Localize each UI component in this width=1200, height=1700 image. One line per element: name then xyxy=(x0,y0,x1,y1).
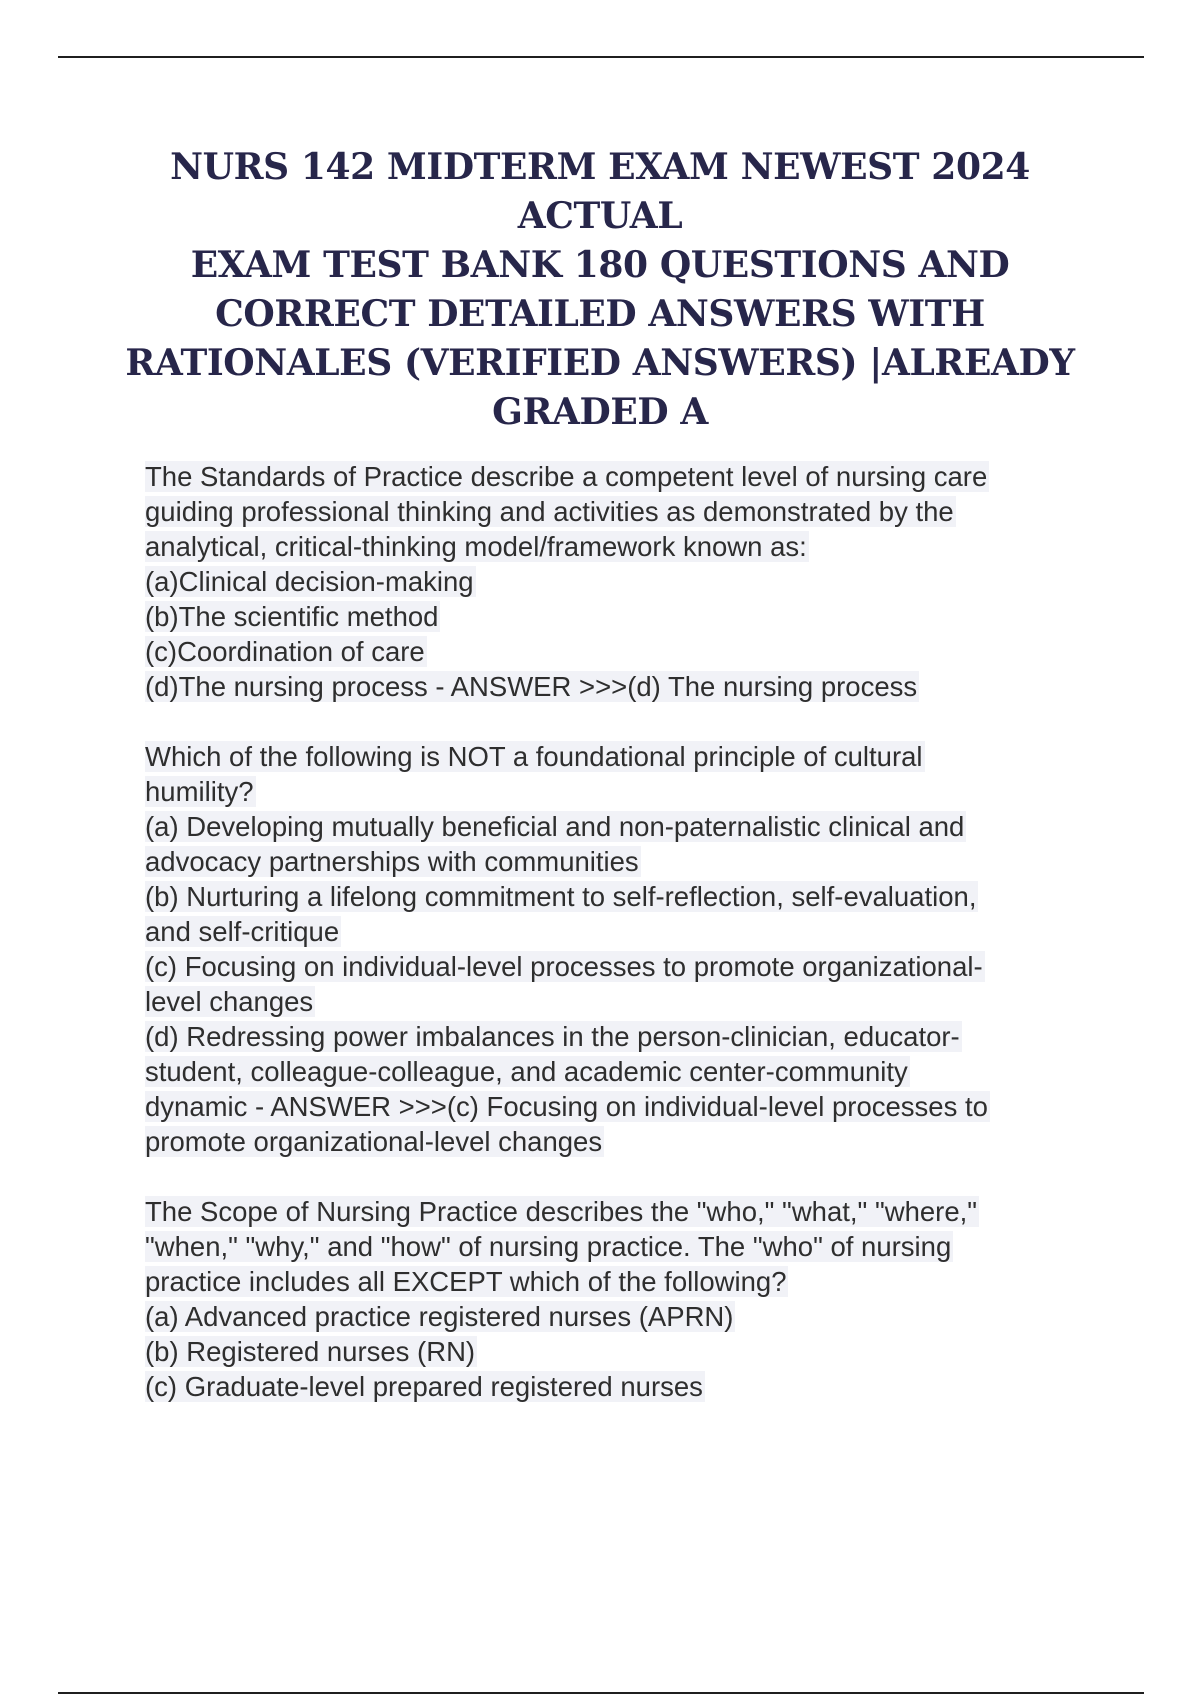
question-text-line: "when," "why," and "how" of nursing practice. The "who" of nursing xyxy=(145,1231,952,1262)
answer-option: (a) Advanced practice registered nurses (APRN) xyxy=(145,1301,734,1332)
title-line: RATIONALES (VERIFIED ANSWERS) |ALREADY xyxy=(125,342,1075,384)
answer-option-with-key: promote organizational-level changes xyxy=(145,1126,603,1157)
answer-option: level changes xyxy=(145,986,314,1017)
document-title xyxy=(110,143,1090,437)
answer-option: (d) Redressing power imbalances in the person-clinician, educator- xyxy=(145,1021,960,1052)
answer-option: (b) Registered nurses (RN) xyxy=(145,1336,476,1367)
answer-option: (a)Clinical decision-making xyxy=(145,566,474,597)
question-1 xyxy=(145,459,1085,704)
answer-option: advocacy partnerships with communities xyxy=(145,846,639,877)
answer-option: (c) Graduate-level prepared registered nurses xyxy=(145,1371,703,1402)
question-text-line: The Standards of Practice describe a competent level of nursing care xyxy=(145,461,988,492)
answer-option-with-key: dynamic - ANSWER >>>(c) Focusing on individual-level processes to xyxy=(145,1091,988,1122)
answer-option: (c) Focusing on individual-level processes to promote organizational- xyxy=(145,951,983,982)
question-text-line: humility? xyxy=(145,776,254,807)
title-line: NURS 142 MIDTERM EXAM NEWEST 2024 ACTUAL xyxy=(170,146,1030,237)
question-text-line: analytical, critical-thinking model/framework known as: xyxy=(145,531,807,562)
question-list xyxy=(145,459,1085,1439)
bottom-rule xyxy=(58,1692,1144,1694)
top-rule xyxy=(58,56,1144,58)
question-text-line: practice includes all EXCEPT which of the following? xyxy=(145,1266,787,1297)
title-line: EXAM TEST BANK 180 QUESTIONS AND xyxy=(190,244,1010,286)
question-text-line: guiding professional thinking and activities as demonstrated by the xyxy=(145,496,954,527)
answer-option: (a) Developing mutually beneficial and non-paternalistic clinical and xyxy=(145,811,965,842)
answer-option: student, colleague-colleague, and academic center-community xyxy=(145,1056,908,1087)
answer-option: (c)Coordination of care xyxy=(145,636,425,667)
question-text-line: Which of the following is NOT a foundational principle of cultural xyxy=(145,741,923,772)
question-text-line: The Scope of Nursing Practice describes the "who," "what," "where," xyxy=(145,1196,978,1227)
answer-option-with-key: (d)The nursing process - ANSWER >>>(d) The nursing process xyxy=(145,671,918,702)
answer-option: (b) Nurturing a lifelong commitment to self-reflection, self-evaluation, xyxy=(145,881,977,912)
answer-option: and self-critique xyxy=(145,916,340,947)
question-2 xyxy=(145,739,1085,1159)
title-line: GRADED A xyxy=(492,391,708,433)
answer-option: (b)The scientific method xyxy=(145,601,439,632)
question-3 xyxy=(145,1194,1085,1404)
title-line: CORRECT DETAILED ANSWERS WITH xyxy=(215,293,985,335)
